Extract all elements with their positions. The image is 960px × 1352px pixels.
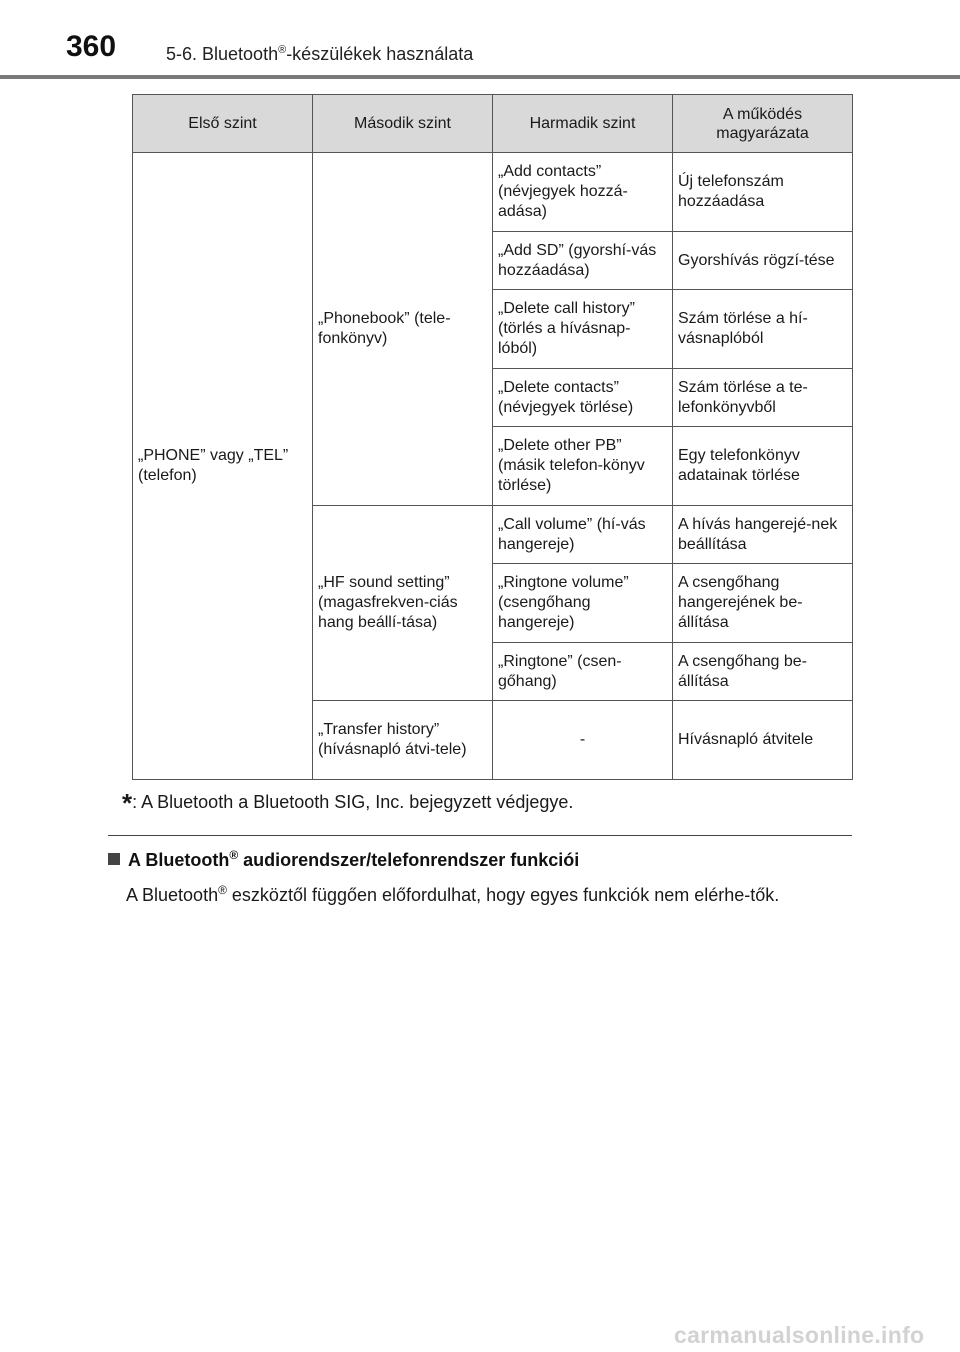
registered-mark: ®	[278, 44, 287, 56]
level3-cell: -	[493, 701, 673, 780]
level3-cell: „Delete call history” (törlés a hívásnap-lóból)	[493, 290, 673, 369]
desc-cell: Szám törlése a hí-vásnaplóból	[673, 290, 853, 369]
level2-cell: „HF sound setting” (magasfrekven-ciás hang beállí-tása)	[313, 506, 493, 701]
watermark: carmanualsonline.info	[674, 1322, 925, 1348]
desc-cell: A csengőhang hangerejének be-állítása	[673, 564, 853, 643]
table-header-row	[133, 95, 853, 153]
section-title-prefix: 5-6. Bluetooth	[166, 44, 279, 64]
desc-cell: Gyorshívás rögzí-tése	[673, 232, 853, 290]
footnote-text: : A Bluetooth a Bluetooth SIG, Inc. bejegyzett védjegye.	[132, 792, 574, 812]
section-divider	[108, 835, 852, 836]
desc-cell: Egy telefonkönyv adatainak törlése	[673, 427, 853, 506]
heading-prefix: A Bluetooth	[128, 850, 230, 870]
level3-cell: „Call volume” (hí-vás hangereje)	[493, 506, 673, 564]
header-second-level: Második szint	[313, 95, 493, 153]
square-bullet-icon	[108, 853, 120, 865]
level3-cell: „Add SD” (gyorshí-vás hozzáadása)	[493, 232, 673, 290]
subsection-heading	[108, 848, 579, 871]
registered-mark: ®	[229, 848, 239, 862]
desc-cell: A csengőhang be-állítása	[673, 643, 853, 701]
para-prefix: A Bluetooth	[126, 885, 219, 905]
header-explanation: A működés magyarázata	[673, 95, 853, 153]
level3-cell: „Ringtone volume” (csengőhang hangereje)	[493, 564, 673, 643]
level3-cell: „Add contacts” (névjegyek hozzá-adása)	[493, 153, 673, 232]
level3-cell: „Delete contacts” (névjegyek törlése)	[493, 369, 673, 427]
heading-suffix: audiorendszer/telefonrendszer funkciói	[238, 850, 580, 870]
para-suffix: eszköztől függően előfordulhat, hogy egyes funkciók nem elérhe-tők.	[226, 885, 780, 905]
footnote-star: *	[122, 788, 133, 818]
page-number: 360	[66, 30, 117, 63]
settings-table	[132, 94, 853, 780]
header-third-level: Harmadik szint	[493, 95, 673, 153]
level3-cell: „Ringtone” (csen-gőhang)	[493, 643, 673, 701]
header-first-level: Első szint	[133, 95, 313, 153]
level3-cell: „Delete other PB” (másik telefon-könyv törlése)	[493, 427, 673, 506]
footnote	[122, 788, 573, 819]
header-rule	[0, 75, 960, 79]
desc-cell: Szám törlése a te-lefonkönyvből	[673, 369, 853, 427]
subsection-paragraph	[126, 878, 852, 907]
desc-cell: Új telefonszám hozzáadása	[673, 153, 853, 232]
level1-cell: „PHONE” vagy „TEL” (telefon)	[133, 153, 313, 780]
registered-mark: ®	[218, 883, 227, 897]
desc-cell: Hívásnapló átvitele	[673, 701, 853, 780]
desc-cell: A hívás hangerejé-nek beállítása	[673, 506, 853, 564]
level2-cell: „Transfer history” (hívásnapló átvi-tele)	[313, 701, 493, 780]
section-title	[166, 44, 473, 65]
table-row	[133, 153, 853, 232]
level2-cell: „Phonebook” (tele-fonkönyv)	[313, 153, 493, 506]
section-title-suffix: -készülékek használata	[286, 44, 474, 64]
